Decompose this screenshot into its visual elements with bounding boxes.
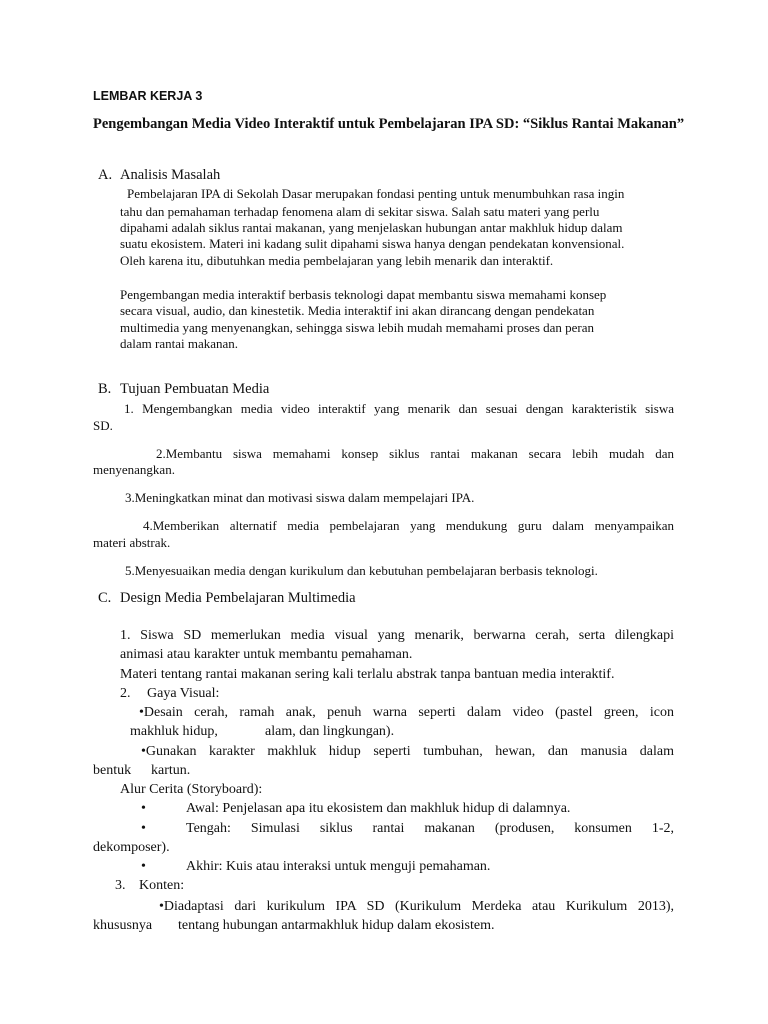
visual-bullet-text: •Desain cerah, ramah anak, penuh warna seperti dalam video (pastel green, icon	[139, 705, 674, 720]
section-a-heading: Analisis Masalah	[120, 167, 221, 183]
visual-bullet-1-continuation-a: makhluk hidup,	[130, 724, 218, 739]
goal-item-3: 3.Meningkatkan minat dan motivasi siswa dalam mempelajari IPA.	[125, 490, 475, 505]
section-c-heading: Design Media Pembelajaran Multimedia	[120, 590, 356, 606]
story-item-tengah	[186, 821, 674, 837]
design-point-1-note: Materi tentang rantai makanan sering kali terlalu abstrak tanpa bantuan media interaktif.	[120, 667, 615, 682]
section-a-paragraph1-line: dipahami adalah siklus rantai makanan, yang menjelaskan hubungan antar makhluk hidup dalam	[120, 220, 623, 235]
goal-item-1	[124, 401, 674, 417]
bullet-icon: •	[141, 821, 146, 836]
section-a-marker: A.	[98, 167, 113, 183]
goal-item-text: 1. Mengembangkan media video interaktif yang menarik dan sesuai dengan karakteristik siswa	[124, 401, 674, 416]
goal-item-text: 2.Membantu siswa memahami konsep siklus rantai makanan secara lebih mudah dan	[156, 446, 674, 461]
section-a-paragraph2-line: secara visual, audio, dan kinestetik. Media interaktif ini akan dirancang dengan pendekatan	[120, 303, 595, 318]
section-b-heading: Tujuan Pembuatan Media	[120, 381, 270, 397]
section-a-paragraph1-line: Pembelajaran IPA di Sekolah Dasar merupakan fondasi penting untuk menumbuhkan rasa ingin	[127, 186, 625, 201]
content-bullet-text: •Diadaptasi dari kurikulum IPA SD (Kurikulum Merdeka atau Kurikulum 2013),	[159, 899, 674, 914]
goal-item-4	[143, 518, 674, 534]
content-bullet-continuation-b: tentang hubungan antarmakhluk hidup dalam ekosistem.	[178, 918, 495, 933]
bullet-icon: •	[141, 801, 146, 816]
goal-item-2	[156, 446, 674, 462]
section-b-marker: B.	[98, 381, 112, 397]
goal-item-1-continuation: SD.	[93, 418, 113, 433]
section-a-paragraph1-line: suatu ekosistem. Materi ini kadang sulit dipahami siswa hanya dengan pendekatan konvensional.	[120, 236, 625, 251]
section-a-paragraph2-line: multimedia yang menyenangkan, sehingga siswa lebih mudah memahami proses dan peran	[120, 320, 595, 335]
story-item-tengah-continuation: dekomposer).	[93, 840, 170, 855]
design-point-2-heading: Gaya Visual:	[147, 686, 220, 701]
goal-item-2-continuation: menyenangkan.	[93, 462, 175, 477]
design-point-2-number: 2.	[120, 686, 131, 701]
design-point-1-text: 1. Siswa SD memerlukan media visual yang menarik, berwarna cerah, serta dilengkapi	[120, 628, 674, 643]
section-a-paragraph2-line: dalam rantai makanan.	[120, 336, 239, 351]
design-point-3-heading: Konten:	[139, 878, 185, 893]
visual-bullet-2-continuation-a: bentuk	[93, 763, 132, 778]
visual-bullet-2-continuation-b: kartun.	[151, 763, 191, 778]
section-c-marker: C.	[98, 590, 112, 606]
section-a-paragraph2-line: Pengembangan media interaktif berbasis teknologi dapat membantu siswa memahami konsep	[120, 287, 607, 302]
story-item-akhir: Akhir: Kuis atau interaksi untuk menguji pemahaman.	[186, 859, 491, 874]
storyboard-heading: Alur Cerita (Storyboard):	[120, 782, 263, 797]
story-item-text: Tengah: Simulasi siklus rantai makanan (produsen, konsumen 1-2,	[186, 821, 674, 836]
content-bullet-continuation-a: khususnya	[93, 918, 153, 933]
design-point-1	[120, 628, 674, 644]
goal-item-4-continuation: materi abstrak.	[93, 535, 171, 550]
visual-bullet-1-continuation-b: alam, dan lingkungan).	[265, 724, 395, 739]
design-point-1-continuation: animasi atau karakter untuk membantu pemahaman.	[120, 647, 413, 662]
visual-bullet-2	[141, 744, 674, 760]
design-point-3-number: 3.	[115, 878, 126, 893]
goal-item-5: 5.Menyesuaikan media dengan kurikulum dan kebutuhan pembelajaran berbasis teknologi.	[125, 563, 598, 578]
content-bullet	[159, 899, 674, 915]
document-label: LEMBAR KERJA 3	[93, 89, 203, 103]
visual-bullet-text: •Gunakan karakter makhluk hidup seperti tumbuhan, hewan, dan manusia dalam	[141, 744, 674, 759]
document-title: Pengembangan Media Video Interaktif untuk Pembelajaran IPA SD: “Siklus Rantai Makanan”	[93, 116, 685, 132]
bullet-icon: •	[141, 859, 146, 874]
story-item-awal: Awal: Penjelasan apa itu ekosistem dan makhluk hidup di dalamnya.	[186, 801, 571, 816]
section-a-paragraph1-line: tahu dan pemahaman terhadap fenomena alam di sekitar siswa. Salah satu materi yang perlu	[120, 204, 600, 219]
section-a-paragraph1-line: Oleh karena itu, dibutuhkan media pembelajaran yang lebih menarik dan interaktif.	[120, 253, 554, 268]
goal-item-text: 4.Memberikan alternatif media pembelajaran yang mendukung guru dalam menyampaikan	[143, 518, 674, 533]
visual-bullet-1	[139, 705, 674, 721]
